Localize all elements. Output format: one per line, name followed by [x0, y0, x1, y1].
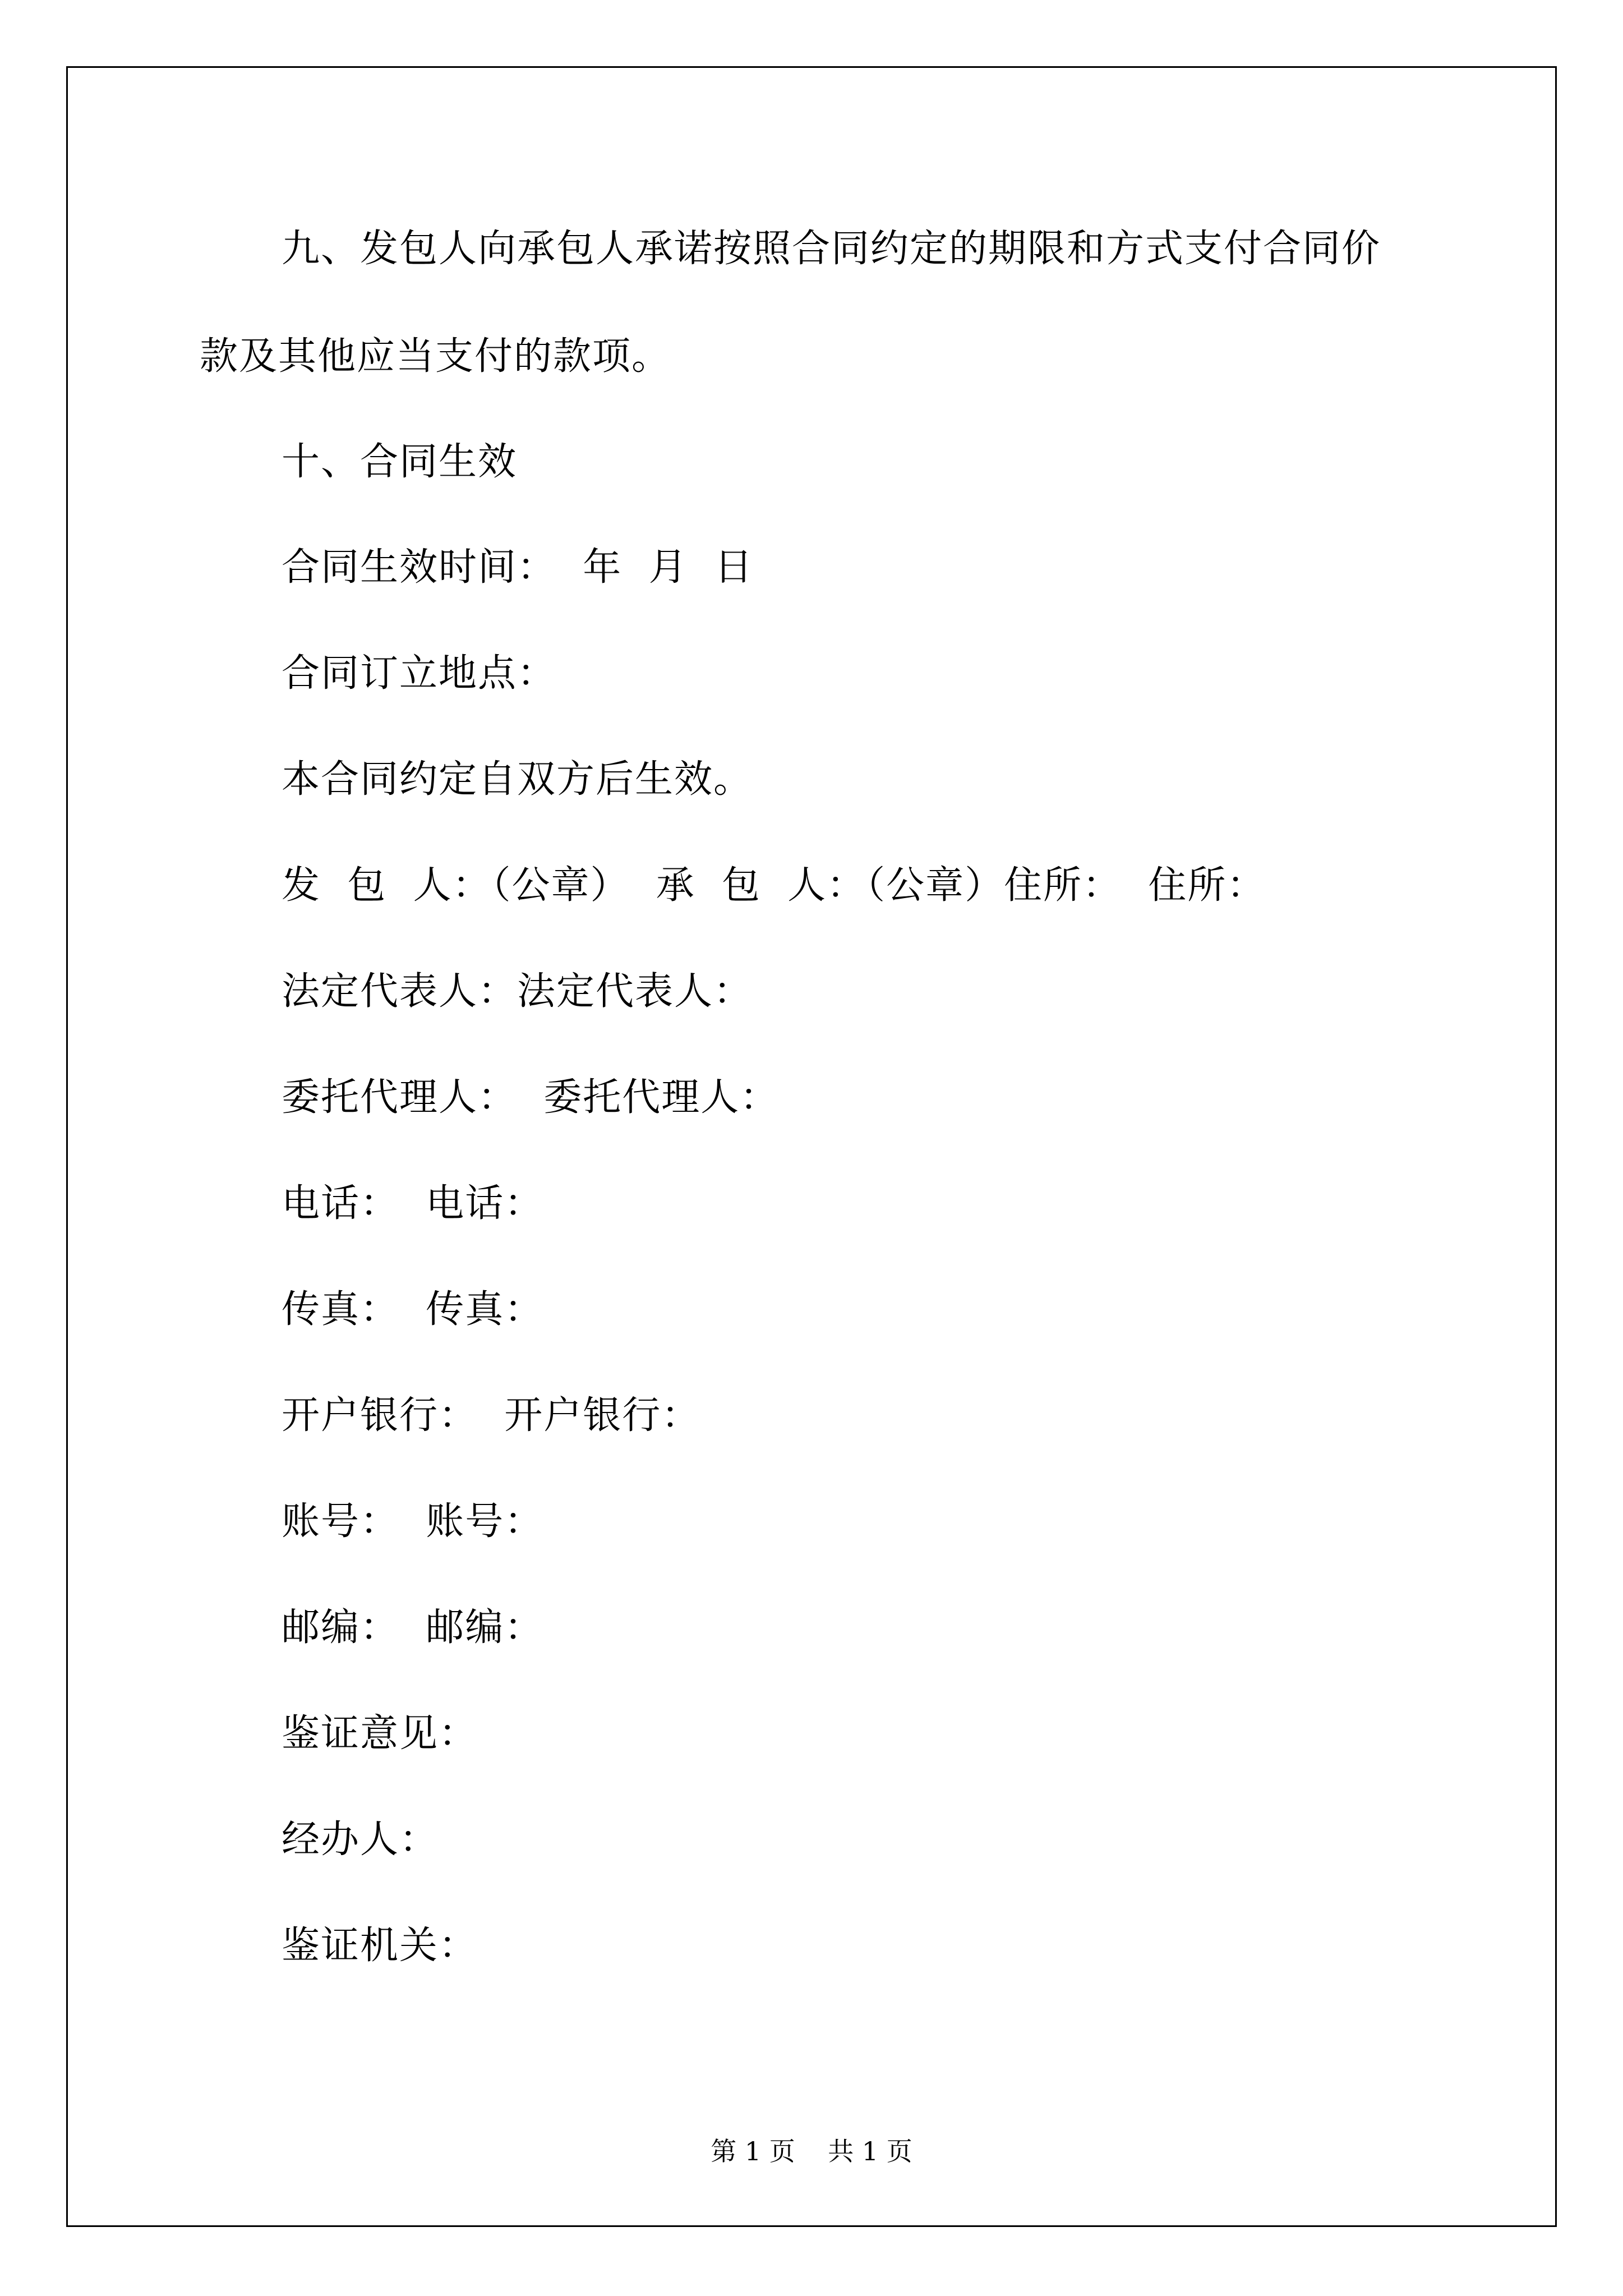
fax-line: 传真： 传真： — [282, 1287, 544, 1332]
account-line: 账号： 账号： — [282, 1499, 544, 1544]
authorized-agent-line: 委托代理人： 委托代理人： — [282, 1075, 780, 1120]
effective-date-field: 合同生效时间： 年 月 日 — [282, 545, 754, 590]
verification-opinion-line: 鉴证意见： — [282, 1711, 478, 1756]
signing-place-field: 合同订立地点： — [282, 651, 557, 696]
bank-line: 开户银行： 开户银行： — [282, 1393, 701, 1438]
page-border — [66, 66, 1557, 2227]
effectiveness-statement: 本合同约定自双方后生效。 — [282, 757, 753, 802]
clause-9-line-2: 款及其他应当支付的款项。 — [200, 334, 671, 379]
parties-seal-line: 发 包 人：（公章） 承 包 人：（公章）住所： 住所： — [282, 863, 1266, 908]
handler-line: 经办人： — [282, 1818, 439, 1862]
legal-representative-line: 法定代表人：法定代表人： — [282, 969, 753, 1014]
phone-line: 电话： 电话： — [282, 1181, 544, 1226]
postcode-line: 邮编： 邮编： — [282, 1605, 544, 1650]
verification-authority-line: 鉴证机关： — [282, 1924, 478, 1968]
clause-9-line-1: 九、发包人向承包人承诺按照合同约定的期限和方式支付合同价 — [282, 227, 1381, 271]
clause-10-heading: 十、合同生效 — [282, 440, 518, 484]
page-number-footer: 第 1 页 共 1 页 — [711, 2136, 912, 2166]
